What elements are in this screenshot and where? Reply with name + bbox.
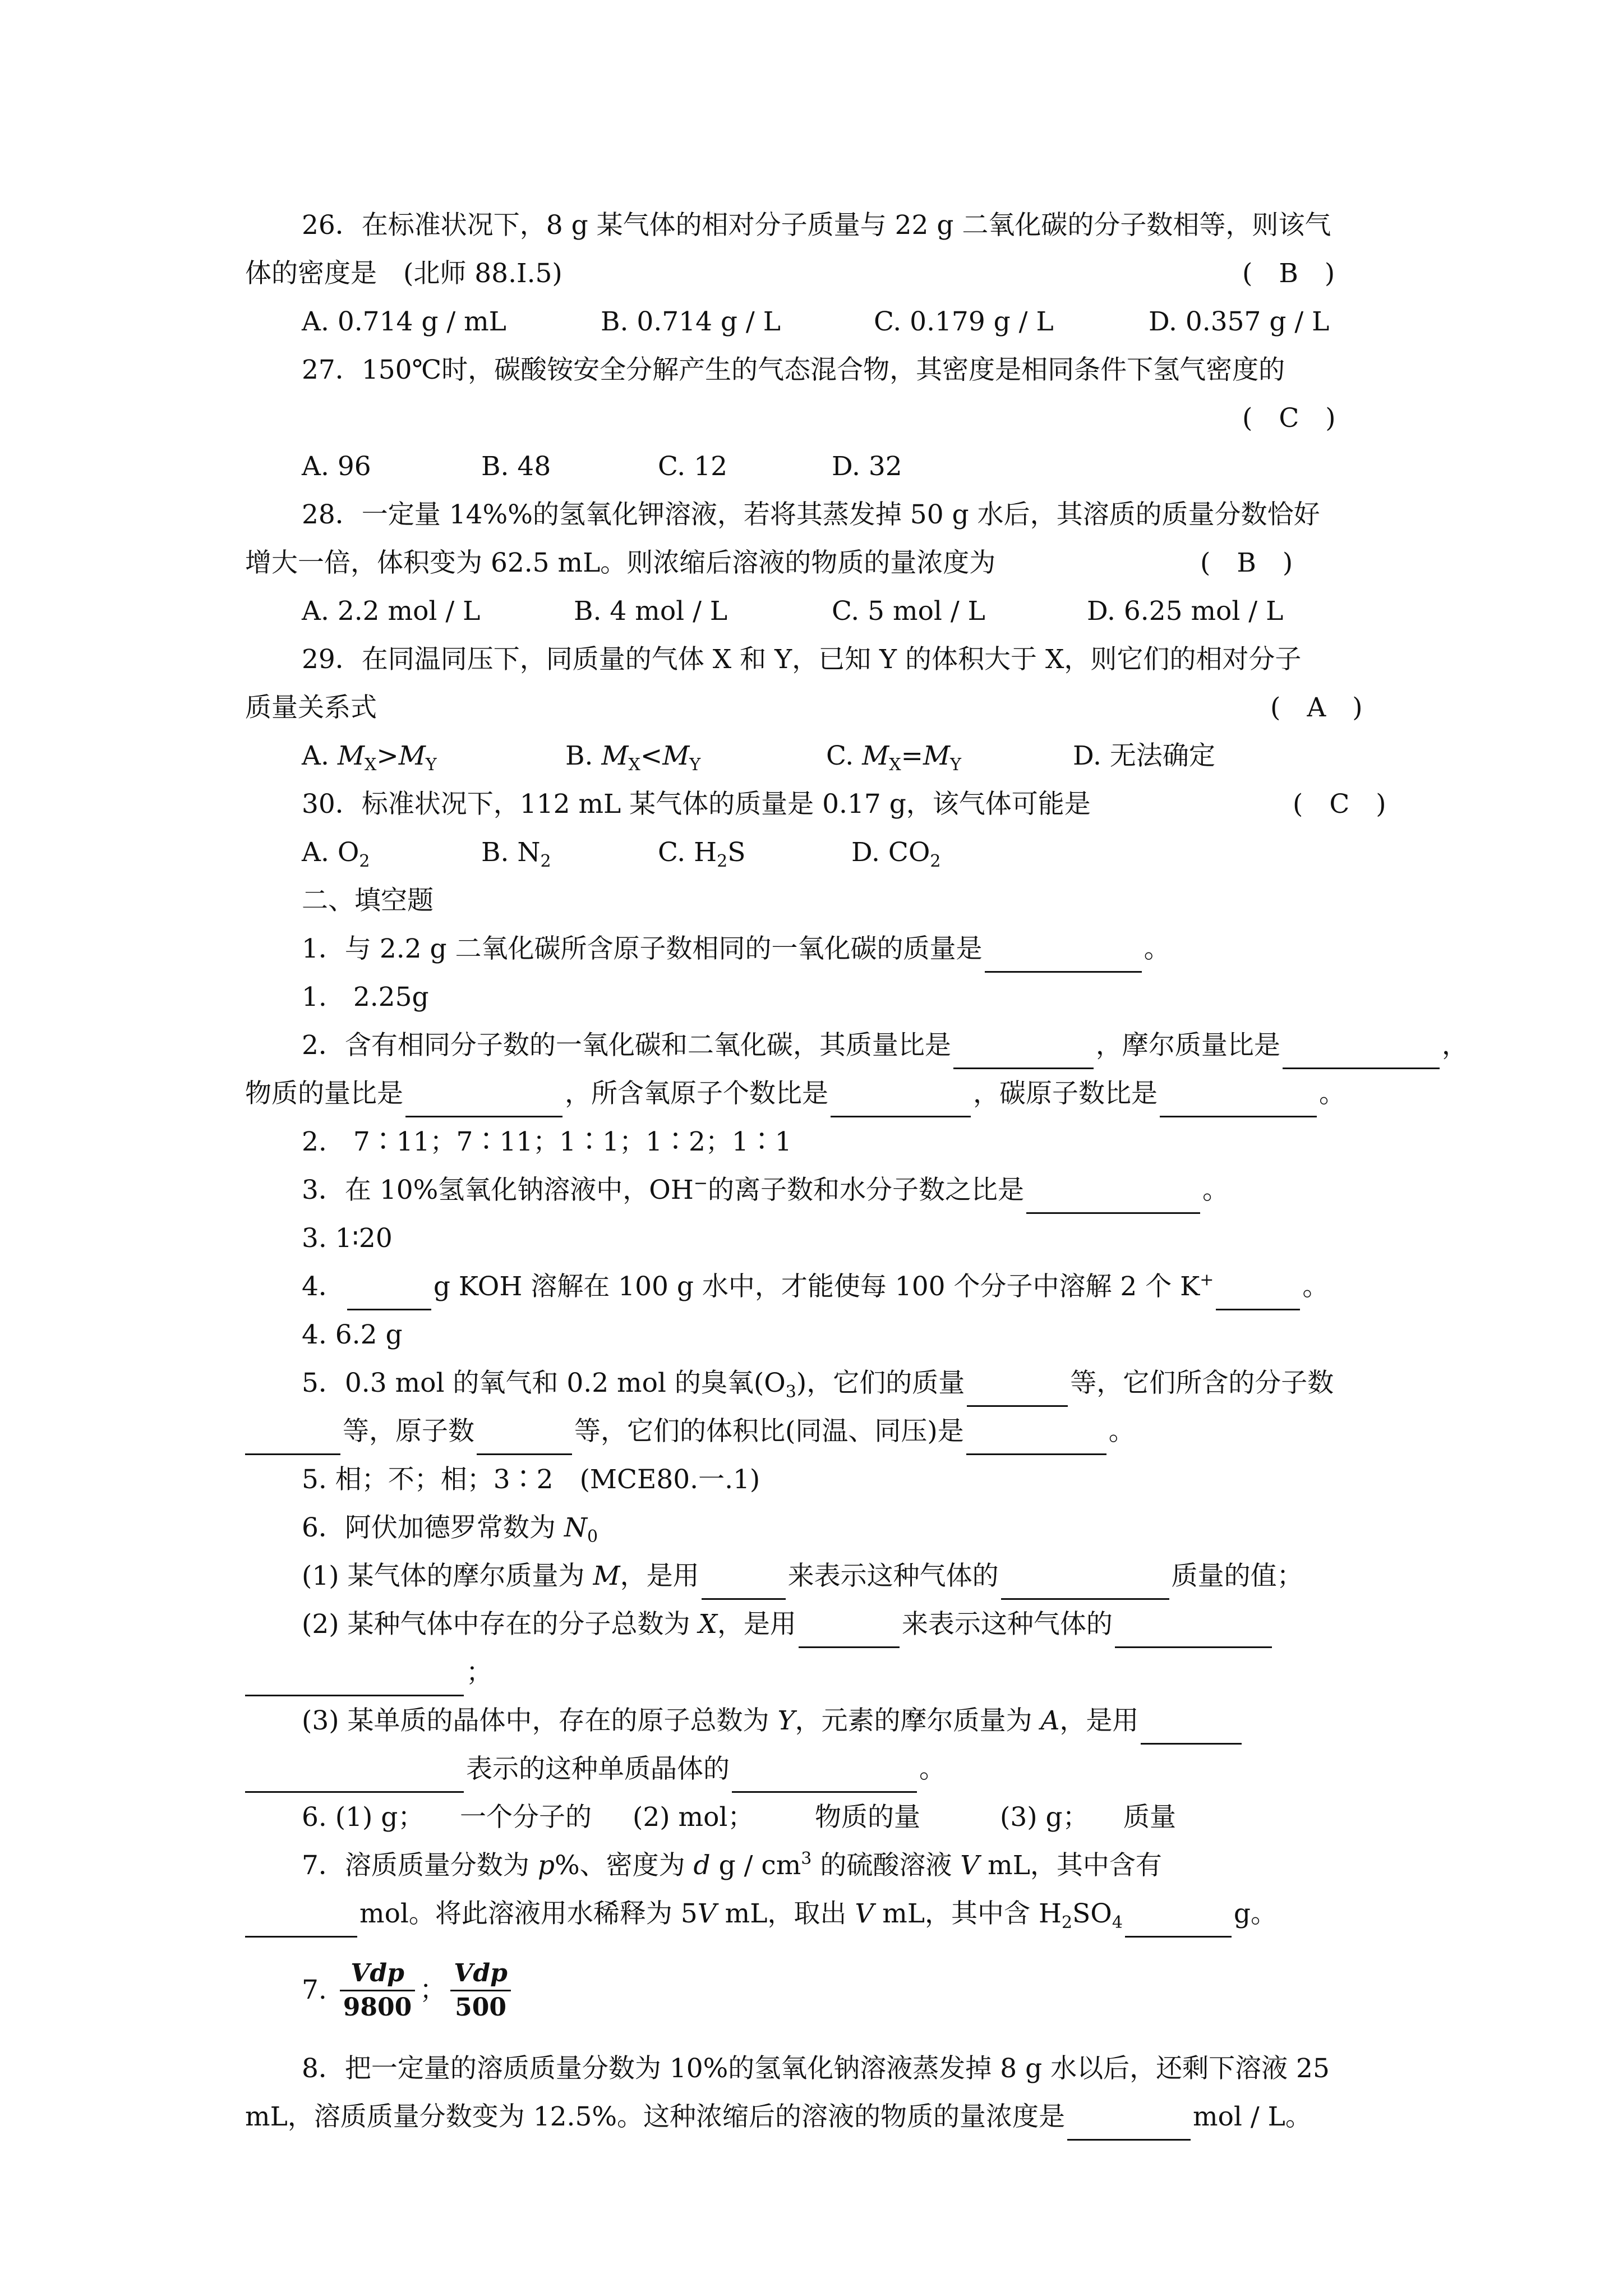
q27-option-d: D. 32 [832, 451, 902, 482]
f5-line2: 等，原子数 等，它们的体积比(同温、同压)是 。 [245, 1408, 1557, 1455]
q26-option-c: C. 0.179 g / L [874, 306, 1054, 337]
f6-part2: (2) 某种气体中存在的分子总数为 X，是用 来表示这种气体的 [302, 1601, 1614, 1648]
f7-fraction-2: $\frac{\text{Vdp}}{500}$ [450, 1957, 511, 2024]
q29-option-b: B. $M_X<M_Y$ [565, 740, 701, 775]
q28-line2: 增大一倍，体积变为 62.5 mL。则浓缩后溶液的物质的量浓度为 [245, 547, 996, 578]
f2-line2: 物质的量比是 ，所含氧原子个数比是 ，碳原子数比是 。 [245, 1070, 1557, 1117]
q28-option-b: B. 4 mol / L [574, 596, 728, 627]
q30-option-d: D. $CO_2$ [851, 837, 941, 871]
f6-part1: (1) 某气体的摩尔质量为 M，是用 来表示这种气体的 质量的值； [302, 1553, 1614, 1600]
q28-option-c: C. 5 mol / L [832, 596, 985, 627]
q29-line2: 质量关系式 [245, 692, 377, 723]
q29-option-d: D. 无法确定 [1073, 740, 1215, 771]
f1-answer: 1. 2.25g [302, 982, 429, 1013]
q26-line1: 26．在标准状况下，8 g 某气体的相对分子质量与 22 g 二氧化碳的分子数相等，则该气 [302, 210, 1331, 241]
f6-part3: (3) 某单质的晶体中，存在的原子总数为 Y，元素的摩尔质量为 A，是用 [302, 1697, 1614, 1745]
f8-line2: mL，溶质质量分数变为 12.5%。这种浓缩后的溶液的物质的量浓度是 mol / L。 [245, 2093, 1557, 2141]
q27-option-a: A. 96 [302, 451, 371, 482]
f6-part3-cont: 表示的这种单质晶体的 。 [245, 1746, 1557, 1793]
q27-option-c: C. 12 [658, 451, 727, 482]
f6-title: 6．阿伏加德罗常数为 $N_0$ [302, 1512, 598, 1547]
f7-line2: mol。将此溶液用水稀释为 5V mL，取出 V mL，其中含 $H_2SO_4$ g。 [245, 1890, 1557, 1938]
q26-answer: ( B ) [1242, 258, 1335, 289]
q29-option-c: C. $M_X=M_Y$ [826, 740, 961, 775]
f2-answer: 2. 7∶11；7∶11；1∶1；1∶2；1∶1 [302, 1126, 792, 1157]
f8-line1: 8．把一定量的溶质质量分数为 10%的氢氧化钠溶液蒸发掉 8 g 水以后，还剩下溶液 25 [302, 2053, 1330, 2084]
q27-line1: 27．150℃时，碳酸铵安全分解产生的气态混合物，其密度是相同条件下氢气密度的 [302, 355, 1285, 385]
q30-line1: 30．标准状况下，112 mL 某气体的质量是 0.17 g，该气体可能是 [302, 789, 1091, 820]
f7-answer: 7. $\frac{\text{Vdp}}{9800}$ ； $\frac{\text{Vdp}}{500}$ [302, 1947, 1614, 2031]
q27-option-b: B. 48 [481, 451, 551, 482]
q26-option-d: D. 0.357 g / L [1149, 306, 1330, 337]
f2-line1: 2．含有相同分子数的一氧化碳和二氧化碳，其质量比是 ，摩尔质量比是 ， [302, 1022, 1614, 1069]
f7-fraction-1: $\frac{\text{Vdp}}{9800}$ [340, 1957, 415, 2024]
q28-line1: 28．一定量 14%%的氢氧化钾溶液，若将其蒸发掉 50 g 水后，其溶质的质量分数恰好 [302, 499, 1320, 530]
f6-part2-cont: ； [245, 1649, 1557, 1696]
q30-answer: ( C ) [1293, 789, 1386, 820]
q28-option-a: A. 2.2 mol / L [302, 596, 481, 627]
q30-option-c: C. $H_2S$ [658, 837, 746, 871]
f4-question: 4． g KOH 溶解在 100 g 水中，才能使每 100 个分子中溶解 2 个 K+ 。 [302, 1263, 1614, 1310]
q28-option-d: D. 6.25 mol / L [1087, 596, 1284, 627]
f5-answer: 5. 相；不；相；3∶2 (MCE80.一.1) [302, 1464, 760, 1495]
q29-answer: ( A ) [1270, 692, 1363, 723]
q29-line1: 29．在同温同压下，同质量的气体 X 和 Y，已知 Y 的体积大于 X，则它们的相对分子 [302, 644, 1302, 675]
q26-option-a: A. 0.714 g / mL [302, 306, 506, 337]
f4-answer: 4. 6.2 g [302, 1319, 403, 1350]
f7-line1: 7．溶质质量分数为 p%、密度为 d g / $cm^3$ 的硫酸溶液 V mL，其中含有 [302, 1849, 1162, 1881]
section-heading: 二、填空题 [302, 885, 434, 916]
f5-line1: 5．0.3 mol 的氧气和 0.2 mol 的臭氧$(O_3)$，它们的质量 等，它们所含的分子数 [302, 1360, 1614, 1407]
f1-question: 1．与 2.2 g 二氧化碳所含原子数相同的一氧化碳的质量是 。 [302, 926, 1614, 973]
q26-option-b: B. 0.714 g / L [601, 306, 781, 337]
q30-option-a: A. $O_2$ [302, 837, 370, 871]
f3-question: 3．在 10%氢氧化钠溶液中，OH−的离子数和水分子数之比是 。 [302, 1167, 1614, 1214]
q27-answer: ( C ) [1242, 403, 1336, 434]
q29-option-a: A. $M_X>M_Y$ [302, 740, 437, 775]
q26-line2: 体的密度是 (北师 88.Ⅰ.5) [245, 258, 562, 289]
q30-option-b: B. $N_2$ [481, 837, 551, 871]
f3-answer: 3. 1∶20 [302, 1223, 393, 1254]
q28-answer: ( B ) [1200, 547, 1293, 578]
